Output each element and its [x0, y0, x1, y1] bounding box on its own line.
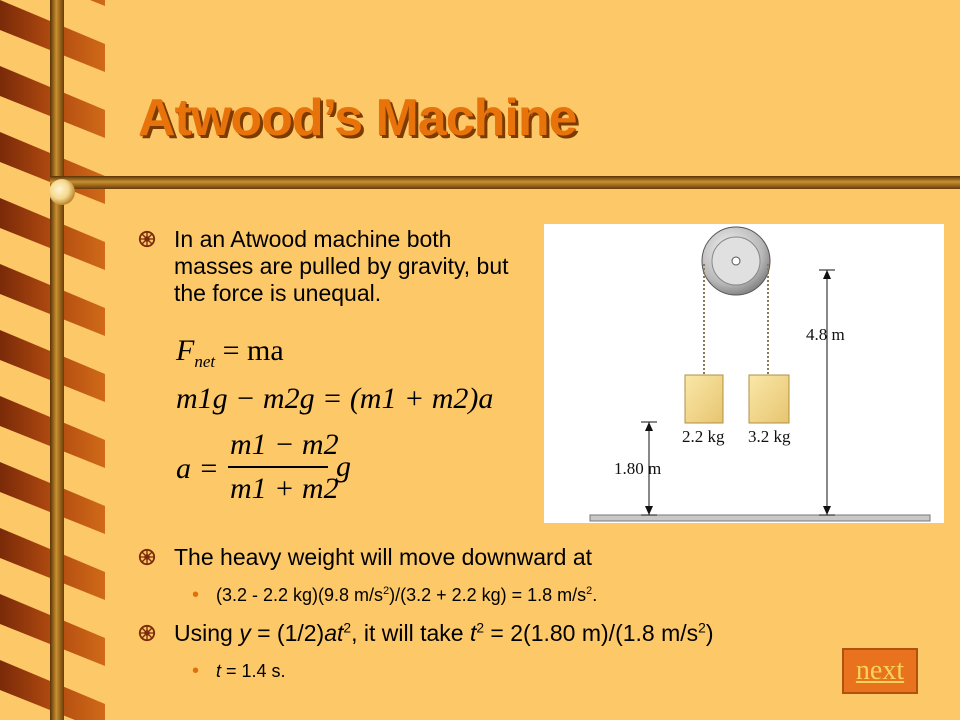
slide-title: Atwood’s Machine — [138, 89, 577, 147]
sub-bullet-2: • t = 1.4 s. — [192, 660, 286, 682]
equation-forces: m1g − m2g = (m1 + m2)a — [176, 382, 494, 415]
bullet-wheel-icon — [138, 230, 156, 248]
floor — [590, 515, 930, 521]
bullet-3: Using $y = (1/2)at^2$, it will take $t^2 = 2(1.80$ m)/(1.8 $m/s^2$) — [174, 620, 834, 647]
bullet-2 — [174, 544, 794, 571]
mass-left-label: 2.2 kg — [682, 427, 725, 446]
equation-acceleration: a = m1 − m2 m1 + m2 g — [176, 428, 351, 505]
bullet-wheel-icon — [138, 624, 156, 642]
bullet-wheel-icon — [138, 548, 156, 566]
equation-net-force: $F_{net}$ = ma — [176, 334, 284, 371]
sub-bullet-1: • (3.2 - 2.2 kg)(9.8 $m/s^2)/(3.2 + 2.2$ kg) = 1.8 $m/s^2$. — [192, 584, 598, 606]
height-left-label: 1.80 m — [614, 459, 662, 478]
mass-block-right — [749, 375, 789, 423]
next-button[interactable]: next — [842, 648, 918, 694]
bullet-2-text: The heavy weight will move downward at — [174, 544, 593, 570]
sub-bullet-dot-icon: • — [192, 584, 200, 606]
bullet-1-text: In an Atwood machine both masses are pulled by gravity, but the force is unequal. — [174, 226, 509, 306]
atwood-diagram — [544, 224, 944, 523]
mass-right-label: 3.2 kg — [748, 427, 791, 446]
height-total-label: 4.8 m — [806, 325, 845, 344]
mass-block-left — [685, 375, 723, 423]
sub-bullet-dot-icon: • — [192, 660, 200, 682]
bullet-1 — [174, 226, 534, 307]
